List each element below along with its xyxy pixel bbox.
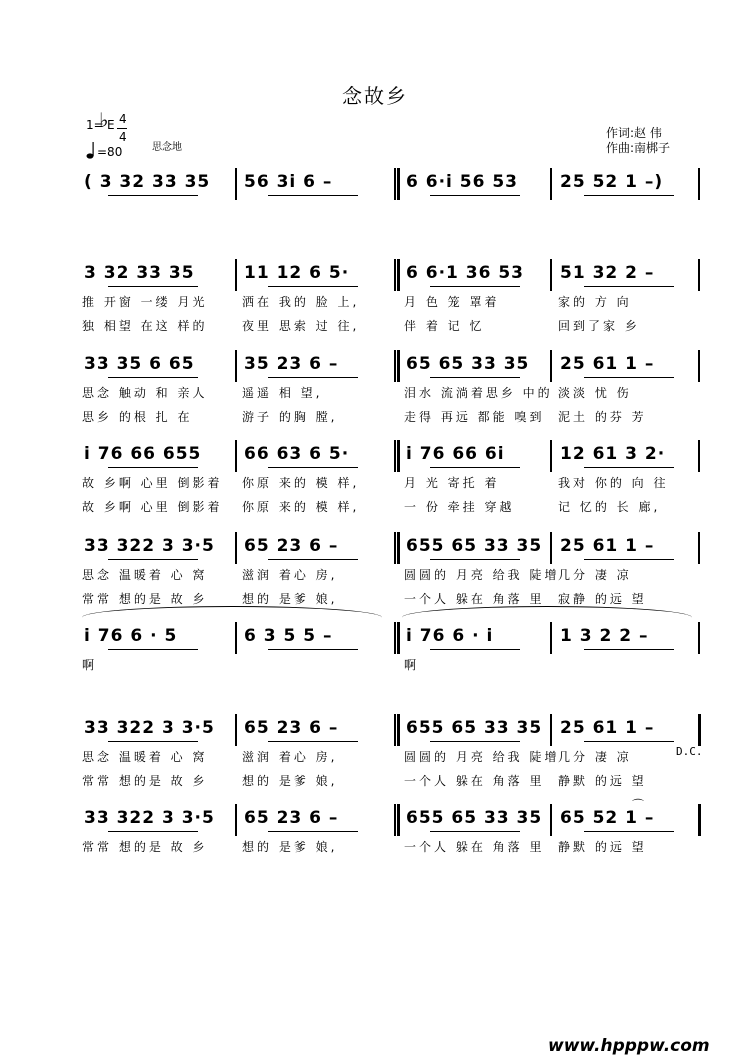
bar-line (398, 714, 400, 746)
beam-line (430, 467, 520, 468)
lyric-text: 游子 的胸 膛, (242, 410, 338, 424)
beam-line (108, 649, 198, 650)
lyric-text: 你原 来的 模 样, (242, 500, 360, 514)
beam-line (430, 286, 520, 287)
lyric-text: 思念 触动 和 亲人 (82, 386, 208, 400)
lyric-text: 走得 再远 都能 嗅到 (404, 410, 545, 424)
bar-line (550, 259, 552, 291)
measure-notes: ( 3 32 33 35 (84, 172, 211, 192)
bar-line (394, 532, 396, 564)
beam-line (108, 467, 198, 468)
quarter-note-icon (86, 142, 96, 164)
bar-line (235, 440, 237, 472)
time-signature-top: 4 (119, 112, 127, 126)
lyric-text: 一个人 躲在 角落 里 (404, 592, 545, 606)
measure-notes: 65 52 1 – (560, 808, 655, 828)
measure-notes: i 76 6 · 5 (84, 626, 178, 646)
bar-line (235, 350, 237, 382)
beam-line (108, 286, 198, 287)
measure-notes: 35 23 6 – (244, 354, 339, 374)
beam-line (268, 377, 358, 378)
lyric-text: 想的 是爹 娘, (242, 840, 338, 854)
song-title: 念故乡 (342, 84, 408, 108)
beam-line (268, 286, 358, 287)
bar-line (550, 168, 552, 200)
beam-line (108, 831, 198, 832)
bar-line (698, 804, 701, 836)
lyric-text: 圆圆的 月亮 给我 陡增 (404, 568, 560, 582)
bar-line (550, 532, 552, 564)
bar-line (698, 622, 700, 654)
bar-line (394, 622, 396, 654)
measure-notes: i 76 6 · i (406, 626, 494, 646)
lyric-text: 月 色 笼 罩着 (404, 295, 500, 309)
lyric-text: 静默 的远 望 (558, 840, 647, 854)
measure-notes: i 76 66 6i (406, 444, 505, 464)
lyric-text: 推 开窗 一缕 月光 (82, 295, 208, 309)
measure-notes: 51 32 2 – (560, 263, 655, 283)
lyric-text: 几分 凄 凉 (558, 750, 632, 764)
score-system (80, 172, 705, 252)
beam-line (430, 377, 520, 378)
lyric-text: 家的 方 向 (558, 295, 632, 309)
beam-line (268, 831, 358, 832)
bar-line (698, 714, 701, 746)
lyric-text: 回到了家 乡 (558, 319, 640, 333)
measure-notes: 6 3 5 5 – (244, 626, 333, 646)
key-note: E (107, 118, 115, 132)
lyric-text: 我对 你的 向 往 (558, 476, 669, 490)
bar-line (550, 804, 552, 836)
dc-marking: D.C. (676, 745, 703, 758)
lyric-text: 啊 (404, 658, 420, 672)
measure-notes: 25 61 1 – (560, 354, 655, 374)
tempo-marking: =80 (97, 145, 123, 159)
bar-line (398, 532, 400, 564)
beam-line (268, 467, 358, 468)
beam-line (584, 741, 674, 742)
beam-line (430, 741, 520, 742)
beam-line (584, 831, 674, 832)
bar-line (698, 532, 700, 564)
measure-notes: 65 23 6 – (244, 808, 339, 828)
measure-notes: 66 63 6 5· (244, 444, 350, 464)
lyric-text: 一 份 牵挂 穿越 (404, 500, 515, 514)
score-system (80, 263, 705, 343)
score-system (80, 536, 705, 616)
measure-notes: 6 6·1 36 53 (406, 263, 525, 283)
bar-line (398, 804, 400, 836)
lyric-text: 你原 来的 模 样, (242, 476, 360, 490)
lyric-text: 啊 (82, 658, 98, 672)
composer-credit: 作曲:南梆子 (606, 141, 671, 155)
score-system (80, 808, 705, 888)
beam-line (108, 195, 198, 196)
lyricist-credit: 作词:赵 伟 (606, 126, 662, 140)
bar-line (235, 168, 237, 200)
measure-notes: 655 65 33 35 (406, 536, 543, 556)
beam-line (108, 559, 198, 560)
lyric-text: 独 相望 在这 样的 (82, 319, 208, 333)
measure-notes: 25 61 1 – (560, 536, 655, 556)
measure-notes: 655 65 33 35 (406, 808, 543, 828)
time-signature-line (117, 128, 127, 129)
measure-notes: 25 61 1 – (560, 718, 655, 738)
lyric-text: 滋润 着心 房, (242, 568, 338, 582)
beam-line (430, 195, 520, 196)
lyric-text: 常常 想的是 故 乡 (82, 774, 208, 788)
lyric-text: 月 光 寄托 着 (404, 476, 500, 490)
bar-line (235, 532, 237, 564)
bar-line (235, 259, 237, 291)
bar-line (398, 259, 400, 291)
bar-line (394, 259, 396, 291)
beam-line (268, 741, 358, 742)
lyric-text: 洒在 我的 脸 上, (242, 295, 360, 309)
expression-marking: 思念地 (152, 142, 182, 153)
lyric-text: 寂静 的远 望 (558, 592, 647, 606)
beam-line (430, 559, 520, 560)
lyric-text: 思念 温暖着 心 窝 (82, 568, 208, 582)
bar-line (394, 714, 396, 746)
bar-line (698, 168, 700, 200)
lyric-text: 故 乡啊 心里 倒影着 (82, 500, 223, 514)
bar-line (698, 259, 700, 291)
lyric-text: 圆圆的 月亮 给我 陡增 (404, 750, 560, 764)
bar-line (550, 440, 552, 472)
bar-line (398, 622, 400, 654)
lyric-text: 遥遥 相 望, (242, 386, 323, 400)
measure-notes: 56 3i 6 – (244, 172, 333, 192)
beam-line (268, 195, 358, 196)
bar-line (698, 350, 700, 382)
lyric-text: 记 忆的 长 廊, (558, 500, 661, 514)
score-system (80, 354, 705, 434)
bar-line (235, 714, 237, 746)
measure-notes: 6 6·i 56 53 (406, 172, 519, 192)
beam-line (584, 649, 674, 650)
flat-icon: ♭ (99, 108, 109, 132)
phrase-slur (402, 606, 692, 629)
lyric-text: 常常 想的是 故 乡 (82, 840, 208, 854)
lyric-text: 故 乡啊 心里 倒影着 (82, 476, 223, 490)
beam-line (584, 559, 674, 560)
bar-line (550, 350, 552, 382)
lyric-text: 想的 是爹 娘, (242, 774, 338, 788)
key-signature: 1= (86, 118, 104, 132)
bar-line (394, 440, 396, 472)
lyric-text: 泥土 的芬 芳 (558, 410, 647, 424)
measure-notes: 33 322 3 3·5 (84, 808, 215, 828)
lyric-text: 夜里 思索 过 往, (242, 319, 360, 333)
phrase-slur (82, 606, 382, 629)
measure-notes: 33 322 3 3·5 (84, 536, 215, 556)
measure-notes: 65 23 6 – (244, 718, 339, 738)
beam-line (584, 467, 674, 468)
beam-line (430, 831, 520, 832)
measure-notes: 655 65 33 35 (406, 718, 543, 738)
measure-notes: i 76 66 655 (84, 444, 202, 464)
bar-line (394, 168, 396, 200)
beam-line (108, 377, 198, 378)
measure-notes: 33 322 3 3·5 (84, 718, 215, 738)
lyric-text: 几分 凄 凉 (558, 568, 632, 582)
lyric-text: 伴 着 记 忆 (404, 319, 485, 333)
lyric-text: 思乡 的根 扎 在 (82, 410, 193, 424)
score-system (80, 718, 705, 798)
measure-notes: 3 32 33 35 (84, 263, 195, 283)
measure-notes: 65 65 33 35 (406, 354, 530, 374)
beam-line (584, 377, 674, 378)
fermata-icon: ⌒ (632, 798, 645, 812)
bar-line (235, 804, 237, 836)
beam-line (430, 649, 520, 650)
bar-line (398, 440, 400, 472)
score-system (80, 444, 705, 524)
bar-line (550, 714, 552, 746)
beam-line (584, 195, 674, 196)
lyric-text: 一个人 躲在 角落 里 (404, 840, 545, 854)
measure-notes: 1 3 2 2 – (560, 626, 649, 646)
bar-line (698, 440, 700, 472)
measure-notes: 25 52 1 –) (560, 172, 664, 192)
watermark: www.hpppw.com (548, 1036, 710, 1056)
measure-notes: 65 23 6 – (244, 536, 339, 556)
measure-notes: 11 12 6 5· (244, 263, 350, 283)
lyric-text: 想的 是爹 娘, (242, 592, 338, 606)
score-system (80, 626, 705, 706)
bar-line (398, 168, 400, 200)
lyric-text: 泪水 流淌着思乡 中的 (404, 386, 553, 400)
measure-notes: 33 35 6 65 (84, 354, 195, 374)
time-signature-bottom: 4 (119, 130, 127, 144)
beam-line (268, 649, 358, 650)
beam-line (108, 741, 198, 742)
lyric-text: 一个人 躲在 角落 里 (404, 774, 545, 788)
bar-line (398, 350, 400, 382)
beam-line (584, 286, 674, 287)
lyric-text: 滋润 着心 房, (242, 750, 338, 764)
lyric-text: 淡淡 忧 伤 (558, 386, 632, 400)
lyric-text: 常常 想的是 故 乡 (82, 592, 208, 606)
lyric-text: 静默 的远 望 (558, 774, 647, 788)
measure-notes: 12 61 3 2· (560, 444, 666, 464)
beam-line (268, 559, 358, 560)
lyric-text: 思念 温暖着 心 窝 (82, 750, 208, 764)
bar-line (394, 804, 396, 836)
bar-line (394, 350, 396, 382)
